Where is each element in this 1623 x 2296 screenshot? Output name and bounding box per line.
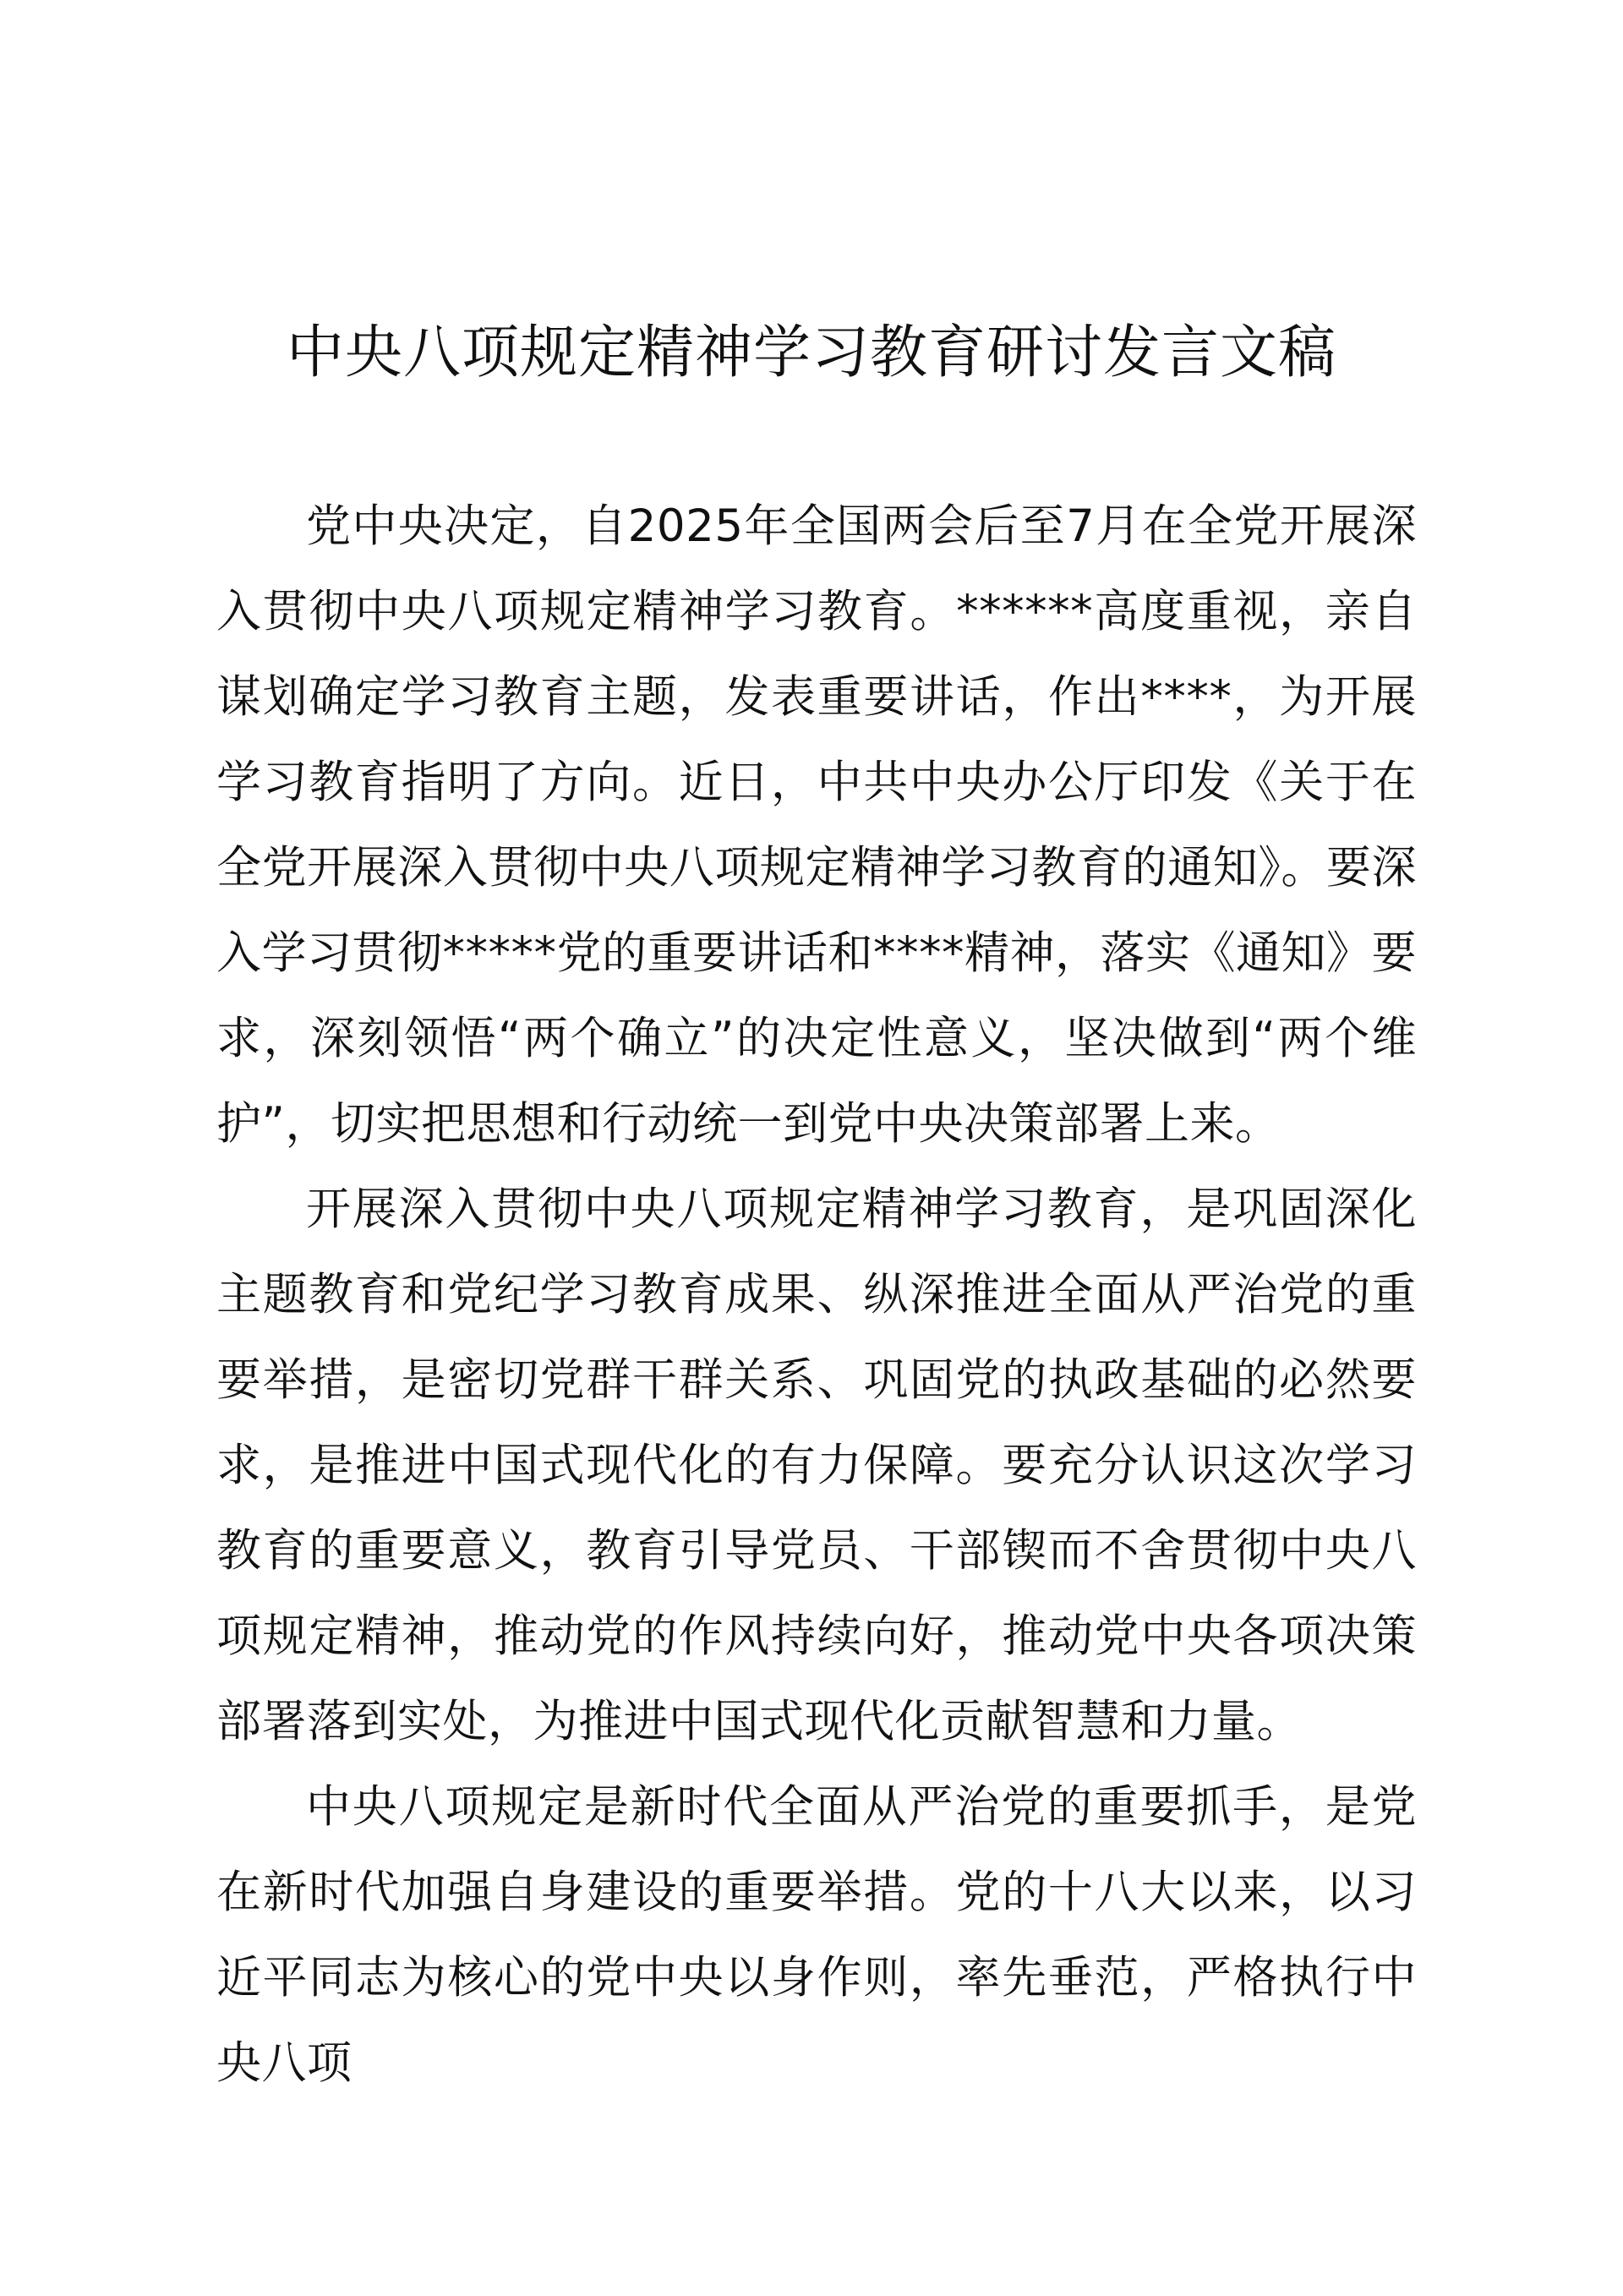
document-title: 中央八项规定精神学习教育研讨发言文稿 (286, 320, 1336, 386)
paragraph-2: 开展深入贯彻中央八项规定精神学习教育，是巩固深化主题教育和党纪学习教育成果、纵深推进全面从严治党的重要举措，是密切党群干群关系、巩固党的执政基础的必然要求，是推进中国式现代化的有力保障。要充分认识这次学习教育的重要意义，教育引导党员、干部锲而不舍贯彻中央八项规定精神，推动党的作风持续向好，推动党中央各项决策部署落到实处，为推进中国式现代化贡献智慧和力量。 (216, 1184, 1417, 1747)
paragraph-1: 党中央决定，自2025年全国两会后至7月在全党开展深入贯彻中央八项规定精神学习教育。******高度重视，亲自谋划确定学习教育主题，发表重要讲话，作出****，为开展学习教育指明了方向。近日，中共中央办公厅印发《关于在全党开展深入贯彻中央八项规定精神学习教育的通知》。要深入学习贯彻*****党的重要讲话和****精神，落实《通知》要求，深刻领悟“两个确立”的决定性意义，坚决做到“两个维护”，切实把思想和行动统一到党中央决策部署上来。 (216, 500, 1417, 1150)
document-body (216, 484, 1417, 2106)
paragraph-3: 中央八项规定是新时代全面从严治党的重要抓手，是党在新时代加强自身建设的重要举措。党的十八大以来，以习近平同志为核心的党中央以身作则，率先垂范，严格执行中央八项 (216, 1781, 1417, 2089)
